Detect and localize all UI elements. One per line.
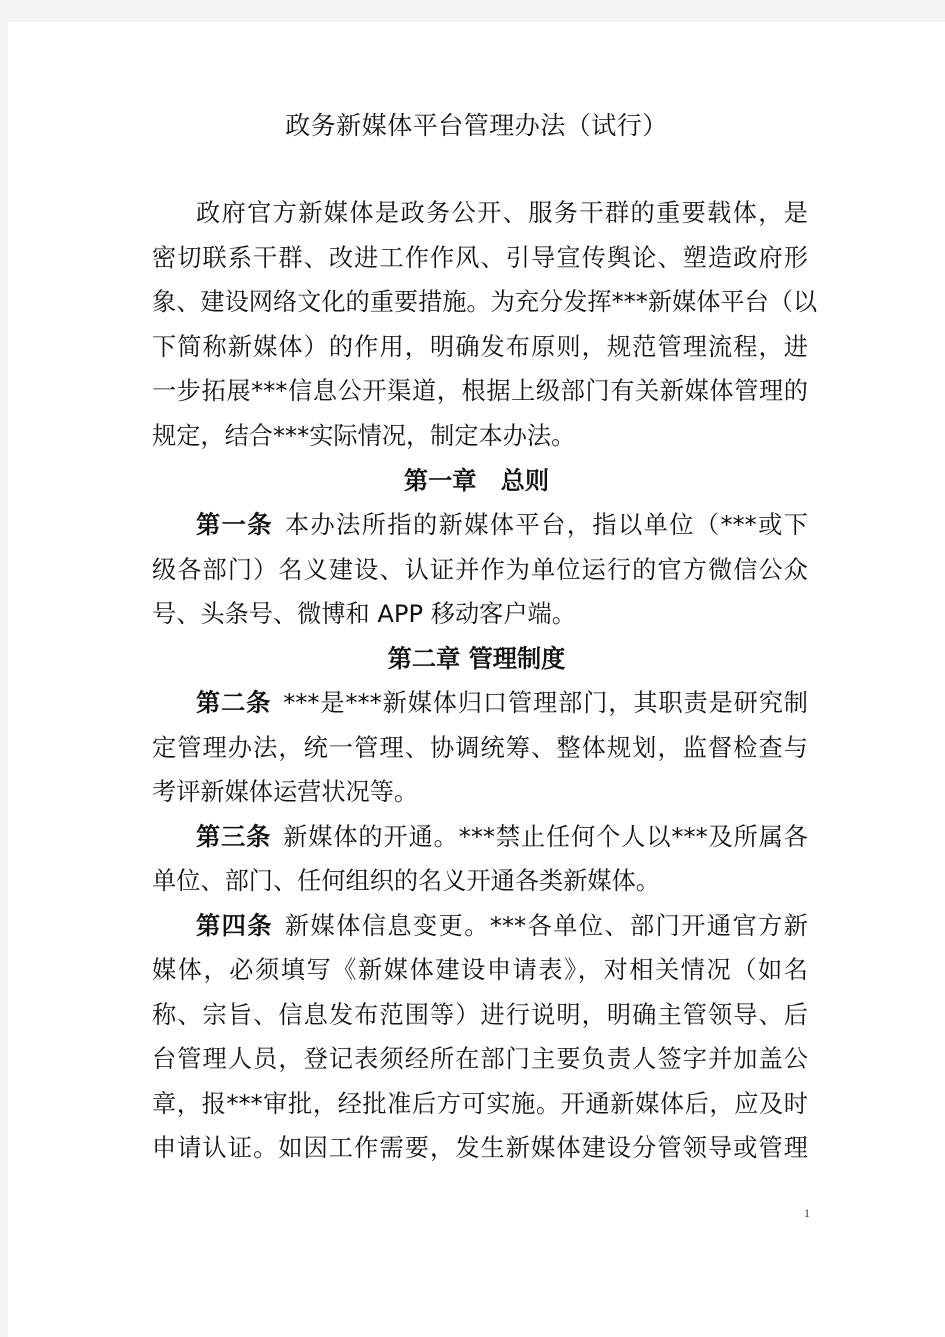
chapter-heading: 第二章 管理制度: [387, 645, 566, 673]
article-label: 第四条: [196, 912, 273, 940]
preamble-line: 政府官方新媒体是政务公开、服务干群的重要载体，是: [196, 199, 808, 227]
article-line: 级各部门）名义建设、认证并作为单位运行的官方微信公众: [152, 556, 808, 584]
article-first-line: [196, 681, 808, 725]
preamble-line: 下简称新媒体）的作用，明确发布原则，规范管理流程，进: [152, 333, 808, 361]
article-line: 称、宗旨、信息发布范围等）进行说明，明确主管领导、后: [152, 1001, 808, 1029]
article-text: ***是***新媒体归口管理部门，其职责是研究制: [283, 689, 808, 717]
article-line: 号、头条号、微博和 APP 移动客户端。: [152, 600, 576, 628]
article-text: 新媒体信息变更。***各单位、部门开通官方新: [284, 912, 808, 940]
preamble-line: 象、建设网络文化的重要措施。为充分发挥***新媒体平台（以: [152, 288, 818, 316]
article-line: 单位、部门、任何组织的名义开通各类新媒体。: [152, 867, 660, 895]
preamble-line: 规定，结合***实际情况，制定本办法。: [152, 422, 576, 450]
document-title: 政务新媒体平台管理办法（试行）: [285, 111, 668, 140]
page-number: 1: [804, 1206, 810, 1220]
article-line: 媒体，必须填写《新媒体建设申请表》，对相关情况（如名: [152, 956, 808, 984]
article-text: 本办法所指的新媒体平台，指以单位（***或下: [284, 511, 808, 539]
article-text: 新媒体的开通。***禁止任何个人以***及所属各: [283, 823, 808, 851]
preamble-line: 一步拓展***信息公开渠道，根据上级部门有关新媒体管理的: [152, 377, 808, 405]
chapter-heading: 第一章 总则: [403, 467, 550, 495]
article-label: 第三条: [196, 823, 272, 851]
document-page: [8, 22, 945, 1337]
article-first-line: [196, 904, 808, 948]
article-line: 定管理办法，统一管理、协调统筹、整体规划，监督检查与: [152, 734, 808, 762]
article-label: 第一条: [196, 511, 273, 539]
article-line: 章，报***审批，经批准后方可实施。开通新媒体后，应及时: [152, 1090, 808, 1118]
preamble-line: 密切联系干群、改进工作作风、引导宣传舆论、塑造政府形: [152, 244, 808, 272]
article-first-line: [196, 815, 808, 859]
article-first-line: [196, 503, 808, 547]
article-line: 台管理人员，登记表须经所在部门主要负责人签字并加盖公: [152, 1045, 808, 1073]
article-line: 申请认证。如因工作需要，发生新媒体建设分管领导或管理: [152, 1134, 808, 1162]
article-line: 考评新媒体运营状况等。: [152, 778, 419, 806]
article-label: 第二条: [196, 689, 272, 717]
